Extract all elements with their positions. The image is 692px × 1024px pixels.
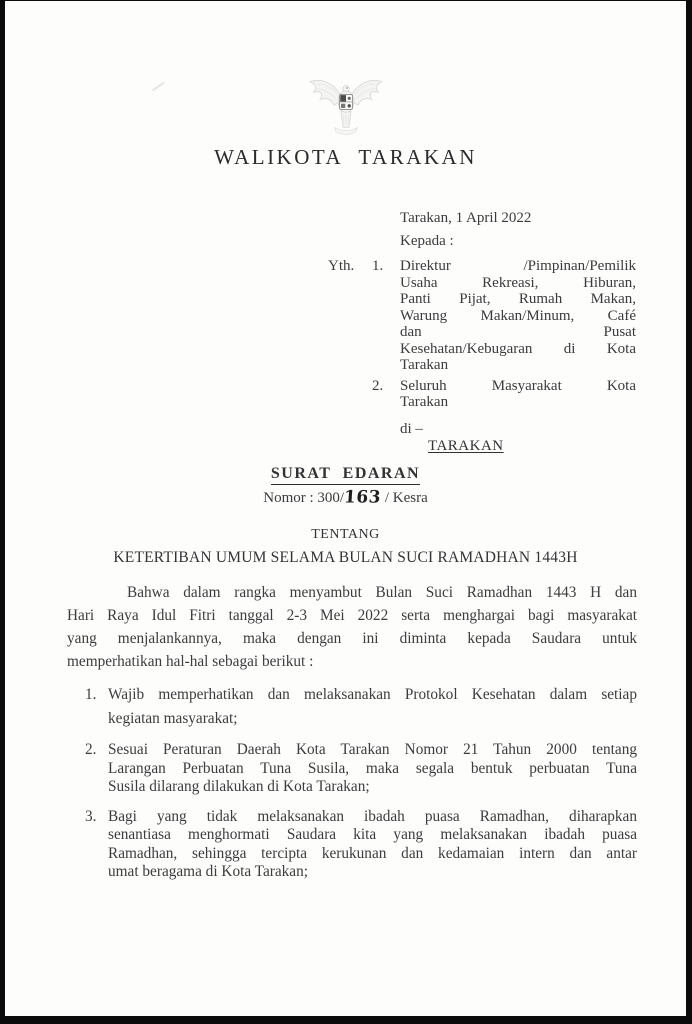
list-item [85,808,637,882]
item-number: 2. [85,741,97,758]
letter-subject: KETERTIBAN UMUM SELAMA BULAN SUCI RAMADHAN 1443H [113,549,578,566]
recipient-number: 1. [372,258,384,274]
list-item [85,683,637,731]
yth-label: Yth. [328,258,355,274]
kepada-label: Kepada : [400,233,454,249]
recipient-text: Direktur /Pimpinan/Pemilik Usaha Rekreasi, Hiburan, Panti Pijat, Rumah Makan, Warung Makan/Minum, Café dan Pusat Kesehatan/Kebugaran di Kota Tarakan [400,258,636,373]
item-text: Bagi yang tidak melaksanakan ibadah puasa Ramadhan, diharapkan senantiasa menghormati Saudara kita yang melaksanakan ibadah puasa Ramadhan, sehingga tercipta kerukunan dan kedamaian intern dan antar umat beragama di Kota Tarakan; [108,807,637,880]
nomor-line [5,488,686,508]
document-type-title: SURAT EDARAN [271,465,420,485]
garuda-emblem-icon [303,67,389,139]
recipient-item [328,378,636,411]
nomor-prefix: Nomor : 300/ [263,490,345,506]
document-page [5,1,686,1016]
nomor-suffix: / Kesra [381,490,428,506]
recipient-text: Seluruh Masyarakat Kota Tarakan [400,377,636,410]
di-label: di – [400,420,423,437]
item-text: Sesuai Peraturan Daerah Kota Tarakan Nomor 21 Tahun 2000 tentang Larangan Perbuatan Tuna Susila, maka segala bentuk perbuatan Tuna Susila dilarang dilakukan di Kota Tarakan; [108,741,637,795]
letterhead-title: WALIKOTA TARAKAN [214,145,477,169]
destination-city: TARAKAN [428,437,504,454]
date-line: Tarakan, 1 April 2022 [400,210,532,226]
list-item [85,741,637,797]
handwritten-number: 163 [343,487,382,508]
item-number: 3. [85,807,97,825]
item-number: 1. [85,686,97,703]
recipient-item [328,258,636,374]
numbered-list [85,683,637,882]
recipient-number: 2. [372,377,384,394]
tentang-label: TENTANG [311,527,380,542]
scan-artifact [152,82,168,97]
opening-paragraph: Bahwa dalam rangka menyambut Bulan Suci Ramadhan 1443 H dan Hari Raya Idul Fitri tanggal 2-3 Mei 2022 serta menghargai bagi masyarakat yang menjalankannya, maka dengan ini diminta kepada Saudara untuk memperhatikan hal-hal sebagai berikut : [67,584,637,670]
letter-heading [5,465,686,567]
address-block [328,210,636,455]
item-text: Wajib memperhatikan dan melaksanakan Protokol Kesehatan dalam setiap kegiatan masyarakat; [108,686,637,727]
